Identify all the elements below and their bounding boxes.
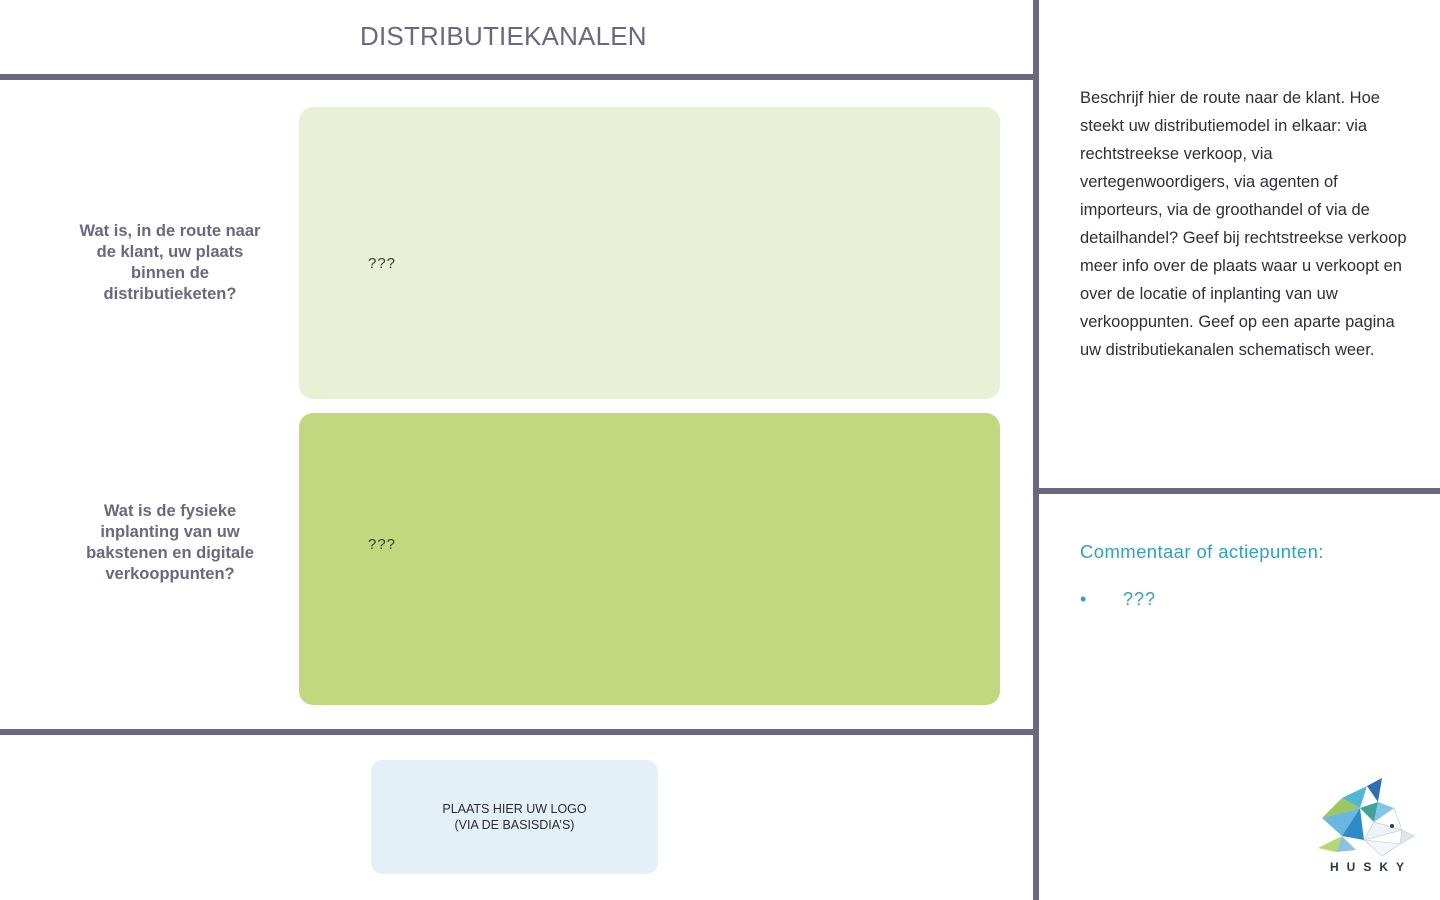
comments-title: Commentaar of actiepunten: xyxy=(1080,541,1324,562)
comment-item[interactable]: ??? xyxy=(1123,589,1157,609)
question-route-position: Wat is, in de route naar de klant, uw plaats binnen de distributieketen? xyxy=(79,222,261,303)
question-physical-location: Wat is de fysieke inplanting van uw bakstenen en digitale verkooppunten? xyxy=(86,502,254,583)
logo-placeholder-line1: PLAATS HIER UW LOGO xyxy=(442,802,587,816)
logo-placeholder[interactable] xyxy=(371,760,658,874)
sidebar-divider xyxy=(1039,488,1440,494)
page-title: DISTRIBUTIEKANALEN xyxy=(360,21,647,51)
logo-placeholder-line2: (VIA DE BASISDIA’S) xyxy=(454,818,575,832)
answer-placeholder: ??? xyxy=(368,536,397,553)
answer-box-route-position[interactable] xyxy=(299,107,1000,399)
answer-box-physical-location[interactable] xyxy=(299,413,1000,705)
brand-name: HUSKY xyxy=(1330,860,1413,874)
instructions-text: Beschrijf hier de route naar de klant. Hoe steekt uw distributiemodel in elkaar: via rechtstreekse verkoop, via vertegenwoordigers, via agenten of importeurs, via de groothandel of via de detailhandel? Geef bij rechtstreekse verkoop meer info over de plaats waar u verkoopt en over de locatie of inplanting van uw verkooppunten. Geef op een aparte pagina uw distributiekanalen schematisch weer. xyxy=(1080,89,1407,359)
header-divider xyxy=(0,74,1036,80)
vertical-divider xyxy=(1033,0,1039,900)
answer-placeholder: ??? xyxy=(368,255,397,272)
bullet-icon: • xyxy=(1080,589,1087,609)
footer-divider xyxy=(0,729,1036,735)
